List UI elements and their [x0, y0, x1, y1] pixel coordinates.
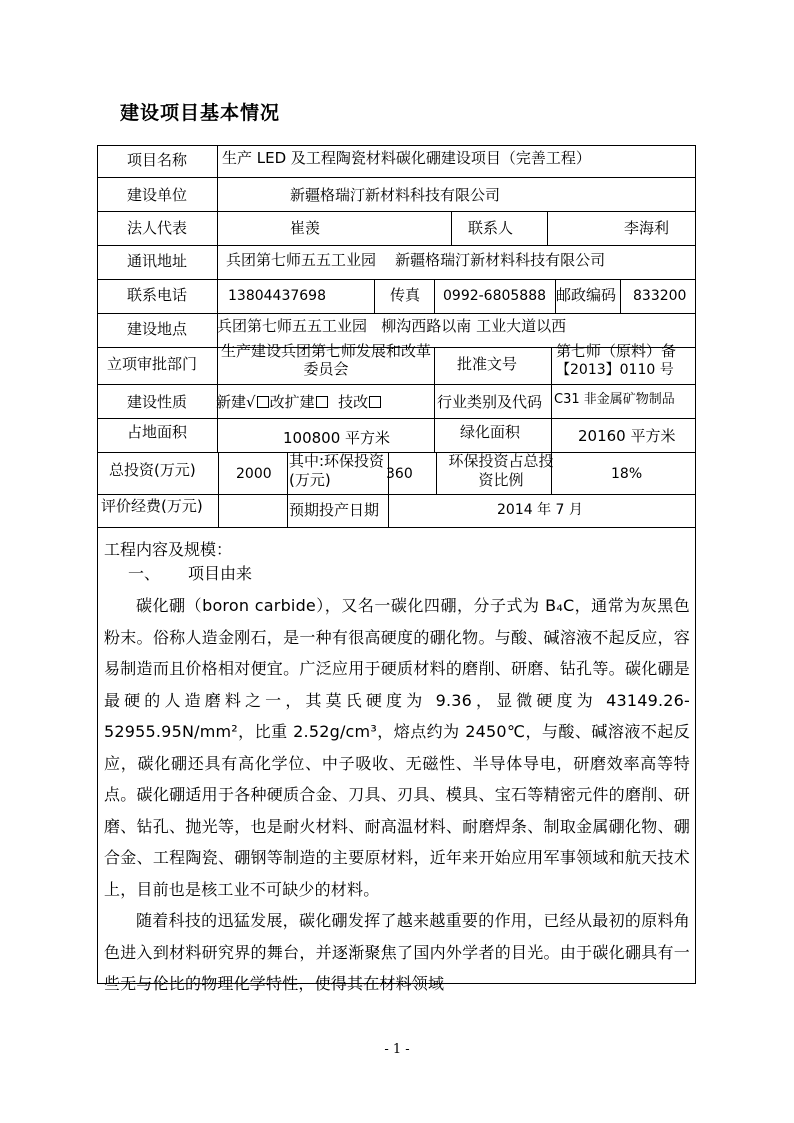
value-location: 兵团第七师五五工业园 柳沟西路以南 工业大道以西 — [217, 317, 567, 335]
label-project-name: 项目名称 — [127, 151, 188, 169]
section-number: 一、 — [128, 564, 161, 583]
label-eval-fee: 评价经费(万元) — [101, 497, 203, 515]
value-approval-dept: 生产建设兵团第七师发展和改革委员会 — [220, 342, 431, 378]
value-address: 兵团第七师五五工业园 新疆格瑞汀新材料科技有限公司 — [226, 251, 606, 269]
label-approval-dept: 立项审批部门 — [107, 355, 198, 373]
value-legal-rep: 崔羡 — [290, 219, 321, 237]
value-phone: 13804437698 — [228, 288, 326, 304]
label-start-date: 预期投产日期 — [289, 501, 380, 519]
label-fax: 传真 — [390, 286, 421, 304]
label-postcode: 邮政编码 — [556, 286, 617, 304]
page-number: - 1 - — [384, 1042, 410, 1057]
checkbox-expand-box — [316, 396, 328, 408]
checkbox-tech — [369, 396, 381, 408]
label-nature: 建设性质 — [127, 393, 188, 411]
value-approval-no-line1: 第七师（原料）备 — [556, 342, 677, 360]
label-green-area: 绿化面积 — [460, 423, 521, 441]
section-heading — [104, 562, 690, 586]
label-unit: 建设单位 — [127, 186, 188, 204]
label-area: 占地面积 — [127, 423, 188, 441]
nature-tech-label: 技改 — [338, 393, 369, 411]
value-env-ratio: 18% — [611, 466, 643, 482]
value-green-area: 20160 平方米 — [578, 427, 676, 445]
value-env-inv: 360 — [386, 466, 413, 482]
label-contact: 联系人 — [468, 219, 514, 237]
section-title: 项目由来 — [188, 564, 253, 583]
value-total-inv: 2000 — [236, 466, 272, 482]
value-nature — [216, 394, 382, 410]
value-unit: 新疆格瑞汀新材料科技有限公司 — [290, 186, 501, 204]
label-env-inv: 其中:环保投资(万元) — [289, 452, 385, 489]
value-project-name: 生产 LED 及工程陶瓷材料碳化硼建设项目（完善工程） — [222, 149, 591, 167]
value-industry: C31 非金属矿物制品 — [554, 392, 675, 407]
label-address: 通讯地址 — [127, 252, 188, 270]
paragraph-1: 碳化硼（boron carbide），又名一碳化四硼，分子式为 B₄C，通常为灰黑色粉末。俗称人造金刚石，是一种有很高硬度的硼化物。与酸、碱溶液不起反应，容易制造而且价格相对便宜。广泛应用于硬质材料的磨削、研磨、钻孔等。碳化硼是最硬的人造磨料之一，其莫氏硬度为 9.36，显微硬度为 43149.26-52955.95N/mm²，比重 2.52g/cm³，熔点约为 2450℃，与酸、碱溶液不起反应，碳化硼还具有高化学位、中子吸收、无磁性、半导体导电，研磨效率高等特点。碳化硼适用于各种硬质合金、刀具、刃具、模具、宝石等精密元件的磨削、研磨、钻孔、抛光等，也是耐火材料、耐高温材料、耐磨焊条、制取金属硼化物、硼合金、工程陶瓷、硼钢等制造的主要原材料，近年来开始应用军事领域和航天技术上，目前也是核工业不可缺少的材料。 — [104, 596, 690, 899]
value-contact: 李海利 — [624, 219, 670, 237]
value-fax: 0992-6805888 — [443, 288, 547, 304]
value-area: 100800 平方米 — [283, 429, 391, 447]
paragraph-2: 随着科技的迅猛发展，碳化硼发挥了越来越重要的作用，已经从最初的原料角色进入到材料研究界的舞台，并逐渐聚焦了国内外学者的目光。由于碳化硼具有一些无与伦比的物理化学特性，使得其在材料领域 — [104, 911, 690, 993]
value-postcode: 833200 — [633, 288, 687, 304]
label-env-ratio: 环保投资占总投资比例 — [448, 452, 554, 489]
page-title: 建设项目基本情况 — [120, 102, 281, 124]
project-content — [104, 538, 690, 1000]
label-phone: 联系电话 — [127, 286, 188, 304]
value-start-date: 2014 年 7 月 — [497, 502, 583, 518]
label-industry: 行业类别及代码 — [437, 393, 543, 411]
nature-new-label: 新建 — [216, 393, 247, 411]
value-approval-no-line2: 【2013】0110 号 — [556, 362, 674, 378]
label-location: 建设地点 — [127, 320, 188, 338]
nature-check-mark: √ — [246, 393, 256, 411]
checkbox-expand — [257, 396, 269, 408]
label-total-inv: 总投资(万元) — [109, 461, 196, 479]
content-heading: 工程内容及规模： — [104, 540, 233, 559]
nature-expand-label: 改扩建 — [269, 393, 315, 411]
label-legal-rep: 法人代表 — [127, 219, 188, 237]
label-approval-no: 批准文号 — [457, 355, 518, 373]
